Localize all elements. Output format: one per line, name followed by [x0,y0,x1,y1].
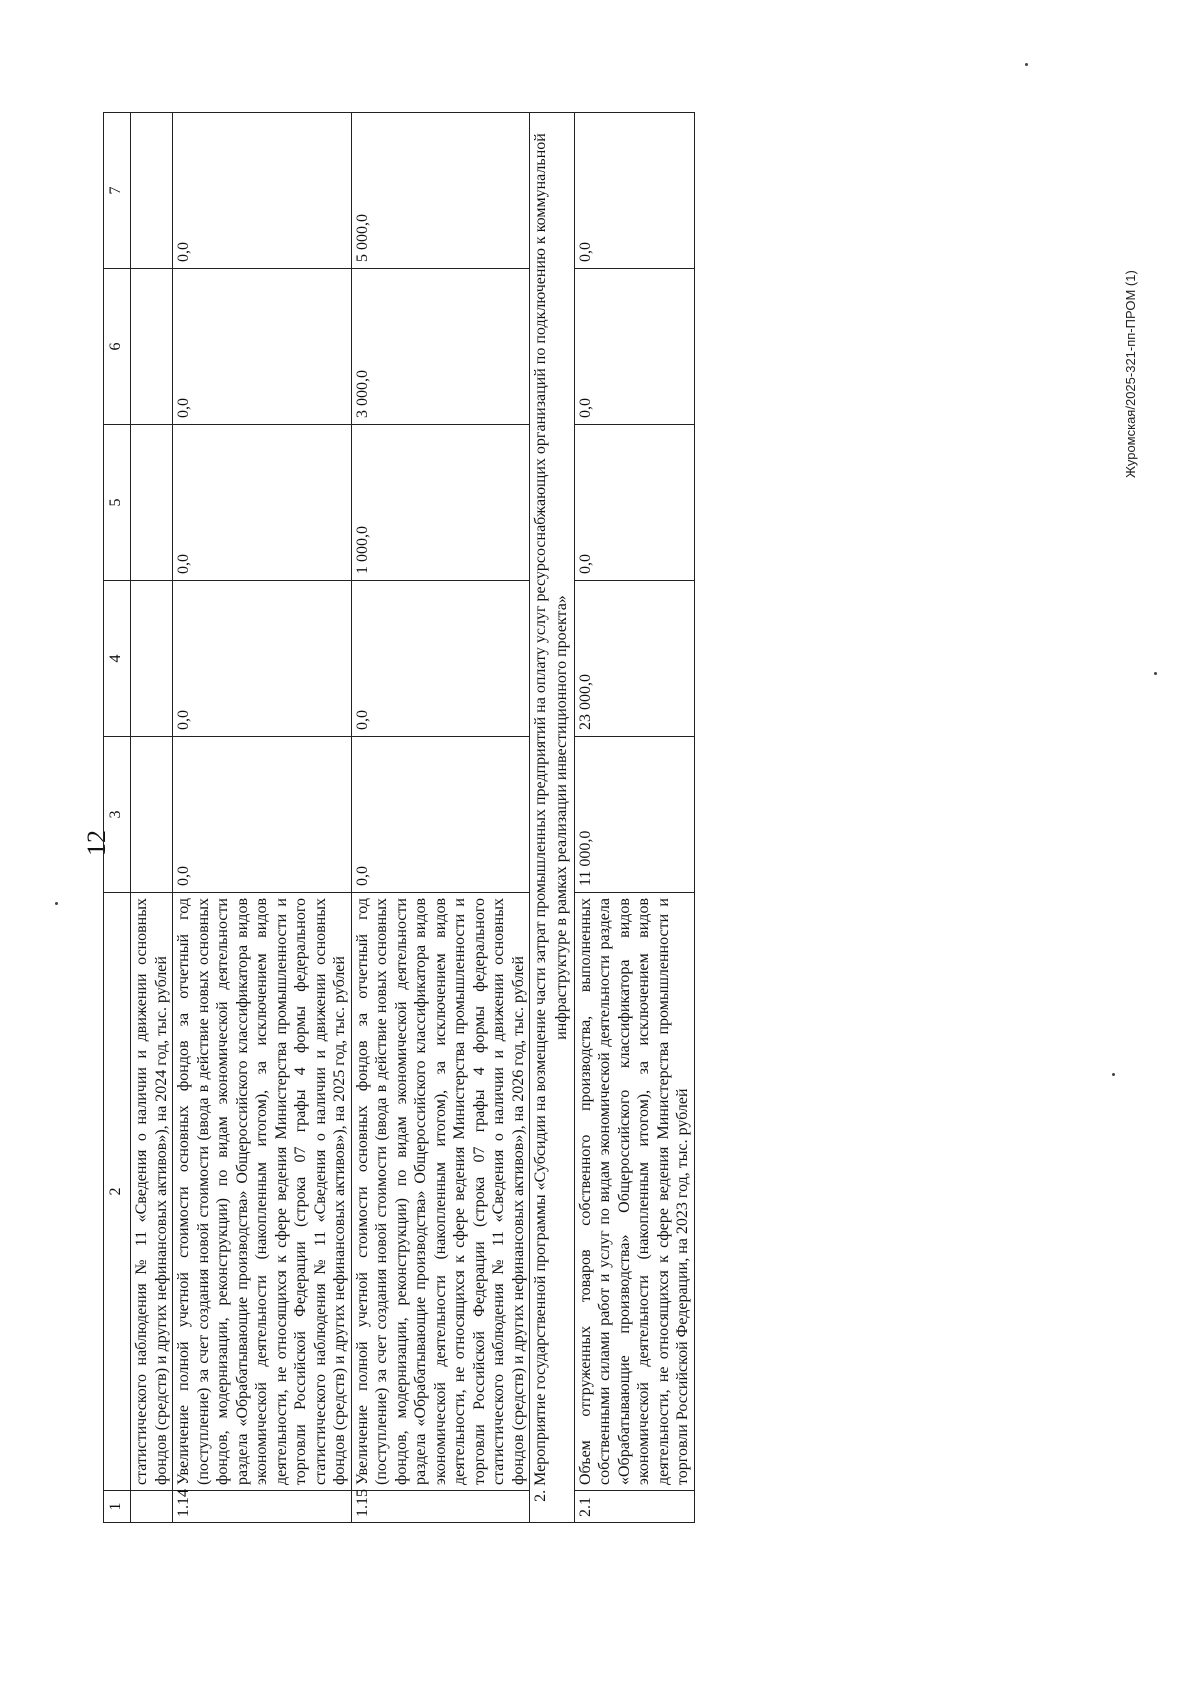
row-number: 2.1 [574,1491,694,1523]
section-heading: 2. Мероприятие государственной программы «Субсидии на возмещение части затрат промышленных предприятий на оплату услуг ресурсоснабжающих организаций по подключению к коммунальной инфраструктуре в рамках реализации инвестиционного проекта» [530,113,575,1523]
value-cell [131,425,173,581]
value-cell [131,737,173,893]
indicator-description: статистического наблюдения № 11 «Сведения о наличии и движении основных фондов (средств) и других нефинансовых активов»), на 2024 год, тыс. рублей [131,893,173,1491]
document-id-footer: Журомская/2025-321-пп-ПРОМ (1) [1123,270,1138,478]
indicator-description: Объем отгруженных товаров собственного производства, выполненных собственными силами работ и услуг по видам экономической деятельности раздела «Обрабатывающие производства» Общероссийского классификатора видов экономической деятельности (накопленным итогом), за исключением видов деятельности, не относящихся к сфере ведения Министерства промышленности и торговли Российской Федерации, на 2023 год, тыс. рублей [574,893,694,1491]
value-cell: 0,0 [574,425,694,581]
table-row [173,113,352,1523]
column-header: 3 [104,737,131,893]
indicator-description: Увеличение полной учетной стоимости основных фондов за отчетный год (поступление) за счет создания новой стоимости (ввода в действие новых основных фондов, модернизации, реконструкции) по видам экономической деятельности раздела «Обрабатывающие производства» Общероссийского классификатора видов экономической деятельности (накопленным итогом), за исключением видов деятельности, не относящихся к сфере ведения Министерства промышленности и торговли Российской Федерации (строка 07 графы 4 формы федерального статистического наблюдения № 11 «Сведения о наличии и движении основных фондов (средств) и других нефинансовых активов»), на 2025 год, тыс. рублей [173,893,352,1491]
column-header: 7 [104,113,131,269]
value-cell: 3 000,0 [351,269,530,425]
value-cell [131,581,173,737]
row-number: 1.14 [173,1491,352,1523]
section-heading-row [530,113,575,1523]
indicator-table [103,112,695,1523]
column-header: 5 [104,425,131,581]
value-cell: 0,0 [574,269,694,425]
value-cell: 0,0 [173,269,352,425]
value-cell: 0,0 [173,425,352,581]
column-header: 6 [104,269,131,425]
row-number [131,1491,173,1523]
scan-speck [55,902,58,905]
indicator-description: Увеличение полной учетной стоимости основных фондов за отчетный год (поступление) за счет создания новой стоимости (ввода в действие новых основных фондов, модернизации, реконструкции) по видам экономической деятельности раздела «Обрабатывающие производства» Общероссийского классификатора видов экономической деятельности (накопленным итогом), за исключением видов деятельности, не относящихся к сфере ведения Министерства промышленности и торговли Российской Федерации (строка 07 графы 4 формы федерального статистического наблюдения № 11 «Сведения о наличии и движении основных фондов (средств) и других нефинансовых активов»), на 2026 год, тыс. рублей [351,893,530,1491]
scan-speck [1154,672,1157,675]
row-number: 1.15 [351,1491,530,1523]
value-cell: 0,0 [574,113,694,269]
page-number: 12 [82,830,111,856]
table-row [351,113,530,1523]
scan-speck [1025,63,1028,66]
value-cell: 0,0 [351,737,530,893]
column-header: 2 [104,893,131,1491]
value-cell: 5 000,0 [351,113,530,269]
value-cell: 11 000,0 [574,737,694,893]
scan-speck [1112,1073,1115,1076]
value-cell: 0,0 [351,581,530,737]
value-cell: 0,0 [173,581,352,737]
table-row [131,113,173,1523]
value-cell [131,269,173,425]
value-cell: 23 000,0 [574,581,694,737]
column-header: 4 [104,581,131,737]
table-row [574,113,694,1523]
value-cell: 0,0 [173,113,352,269]
value-cell: 0,0 [173,737,352,893]
column-header: 1 [104,1491,131,1523]
value-cell [131,113,173,269]
value-cell: 1 000,0 [351,425,530,581]
column-number-row [104,113,131,1523]
